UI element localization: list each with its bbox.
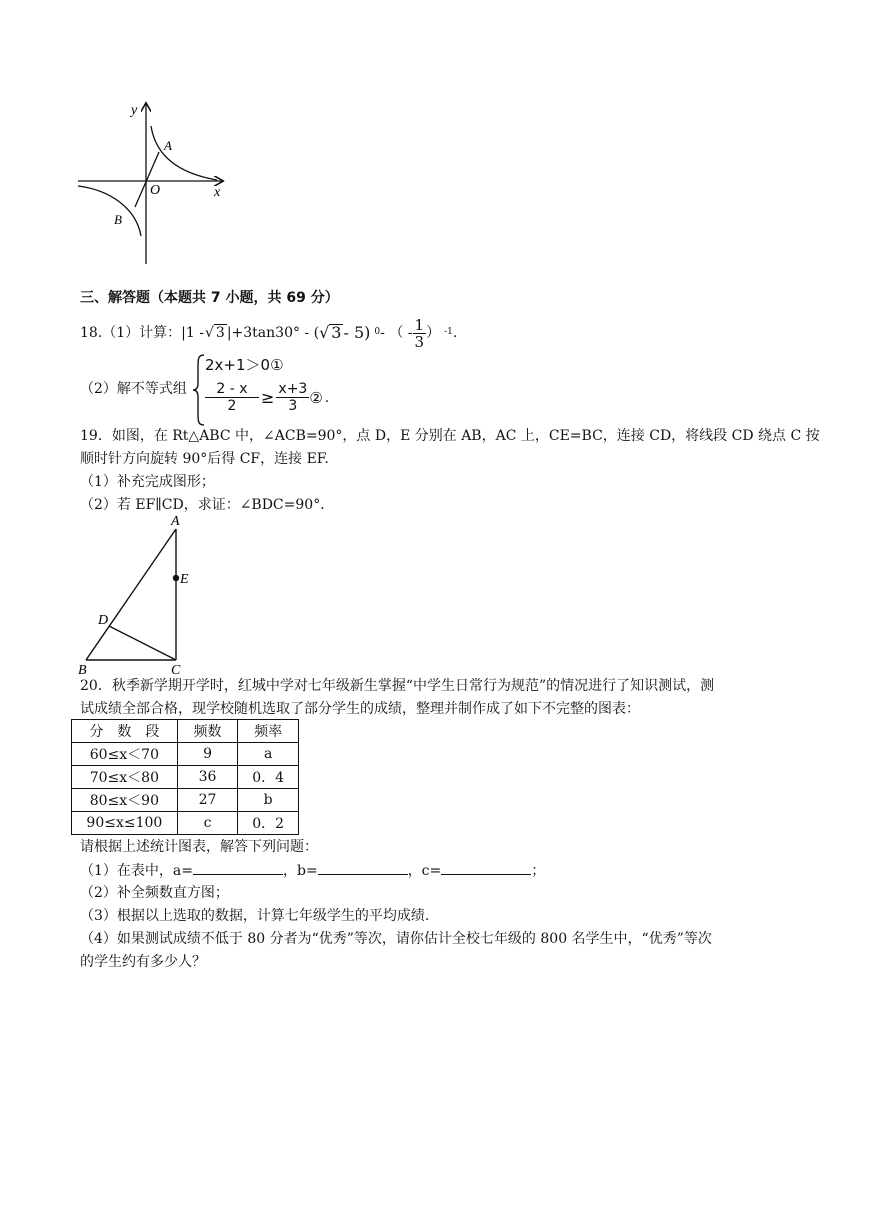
- label-b: B: [114, 212, 122, 227]
- q18-radicand-a: 3: [215, 325, 225, 341]
- ineq2-left-num: 2 - x: [205, 381, 259, 398]
- q20-sub3: （3）根据以上选取的数据，计算七年级学生的平均成绩.: [80, 908, 430, 924]
- table-header: 频率: [238, 720, 299, 743]
- line-ab: [135, 152, 159, 207]
- table-cell: 0．4: [238, 766, 299, 789]
- ineq2-mark: ②: [309, 388, 323, 407]
- table-cell: 27: [177, 789, 238, 812]
- ineq2-right-num: x+3: [278, 381, 308, 397]
- table-row: [72, 743, 299, 766]
- label-e: E: [180, 572, 189, 587]
- table-cell: 60≤x＜70: [72, 743, 178, 766]
- q20-sub1-b: ，b=: [282, 863, 318, 879]
- blank-c[interactable]: [441, 860, 531, 875]
- point-e: [173, 575, 179, 581]
- q18-p1-pre: 18.（1）计算：: [80, 325, 182, 341]
- label-a: A: [171, 514, 180, 529]
- table-row: [72, 812, 299, 835]
- q18-p1-end: .: [452, 325, 458, 341]
- triangle-figure: [72, 512, 202, 678]
- ineq2-right-den: 3: [288, 398, 298, 414]
- q18-p1-abs-open: |1 -: [181, 325, 204, 341]
- q18-part1: [80, 315, 458, 351]
- hyperbola-branch-left: [78, 186, 141, 236]
- ineq1-mark: ①: [270, 356, 284, 374]
- table-row: [72, 766, 299, 789]
- q20-sub1: [80, 860, 545, 881]
- label-a: A: [164, 138, 172, 153]
- ineq1-text: 2x+1＞0: [205, 356, 271, 374]
- inequality-2: [205, 381, 329, 414]
- table-header: 分 数 段: [72, 720, 178, 743]
- label-y: y: [131, 103, 138, 118]
- table-cell: 80≤x＜90: [72, 789, 178, 812]
- q19-line4: （2）若 EF∥CD，求证：∠BDC=90°．: [80, 497, 335, 513]
- blank-b[interactable]: [318, 860, 408, 875]
- table-cell: 9: [177, 743, 238, 766]
- ineq2-left-frac: [205, 381, 259, 414]
- q18-frac-num: 1: [414, 315, 425, 334]
- segment-ab: [86, 529, 176, 660]
- table-cell: b: [238, 789, 299, 812]
- hyperbola-branch-right: [151, 126, 217, 180]
- ineq2-right-frac: [276, 381, 309, 414]
- q19-line2: 顺时针方向旋转 90°后得 CF，连接 EF.: [80, 451, 329, 467]
- hyperbola-graph: [72, 96, 232, 268]
- blank-a[interactable]: [193, 860, 283, 875]
- label-c: C: [171, 663, 181, 678]
- inequality-1: [205, 355, 284, 375]
- ineq2-left-den: 2: [227, 398, 237, 414]
- table-header: 频数: [177, 720, 238, 743]
- q18-p1-mid2: - 5): [343, 323, 371, 342]
- section-heading: 三、解答题（本题共 7 小题，共 69 分）: [80, 290, 339, 306]
- label-d: D: [98, 613, 109, 628]
- q18-sqrt-3a: √ 3: [204, 325, 225, 341]
- table-cell: 90≤x≤100: [72, 812, 178, 835]
- q20-line2: 试成绩全部合格，现学校随机选取了部分学生的成绩，整理并制作成了如下不完整的图表：: [80, 701, 640, 717]
- q18-exp0: 0: [374, 327, 381, 337]
- table-cell: 70≤x＜80: [72, 766, 178, 789]
- table-cell: 36: [177, 766, 238, 789]
- q20-sub1-pre: （1）在表中，a=: [80, 863, 193, 879]
- q18-p1-mid4: ）: [426, 325, 441, 341]
- label-x: x: [214, 185, 221, 200]
- label-b: B: [78, 663, 87, 678]
- q18-exp1: -1: [444, 327, 453, 337]
- table-cell: 0．2: [238, 812, 299, 835]
- q18-fraction: [413, 317, 427, 350]
- q18-radicand-b: 3: [331, 323, 342, 342]
- q20-sub2: （2）补全频数直方图；: [80, 885, 229, 901]
- q19-line3: （1）补充完成图形；: [80, 474, 215, 490]
- q20-sub1-c: ，c=: [407, 863, 442, 879]
- q20-sub4-line2: 的学生约有多少人？: [80, 954, 206, 970]
- q20-sub1-end: ；: [531, 863, 546, 879]
- table-header-row: [72, 720, 299, 743]
- table-cell: a: [238, 743, 299, 766]
- q19-line1: 19．如图，在 Rt△ABC 中，∠ACB=90°，点 D，E 分别在 AB，AC 上，CE=BC，连接 CD，将线段 CD 绕点 C 按: [80, 428, 820, 444]
- q20-line1: 20．秋季新学期开学时，红城中学对七年级新生掌握“中学生日常行为规范”的情况进行了知识测试，测: [80, 678, 715, 694]
- label-o: O: [150, 183, 161, 198]
- q18-p1-mid: |+3tan30° - (: [226, 325, 320, 341]
- q18-frac-den: 3: [414, 332, 425, 351]
- frequency-table: [71, 719, 299, 835]
- segment-cd: [109, 626, 176, 660]
- q18-p1-mid3: - （ -: [380, 325, 413, 341]
- table-row: [72, 789, 299, 812]
- q18-p2-end: .: [324, 389, 330, 406]
- q20-sub4-line1: （4）如果测试成绩不低于 80 分者为“优秀”等次，请你估计全校七年级的 800 名学生中，“优秀”等次: [80, 931, 712, 947]
- q18-part2-label: （2）解不等式组: [80, 381, 187, 397]
- q18-sqrt-3b: √ 3: [319, 323, 342, 342]
- system-brace: [192, 353, 206, 427]
- table-cell: c: [177, 812, 238, 835]
- ineq2-relation: ≥: [261, 388, 275, 407]
- q20-after-table: 请根据上述统计图表，解答下列问题：: [80, 839, 318, 855]
